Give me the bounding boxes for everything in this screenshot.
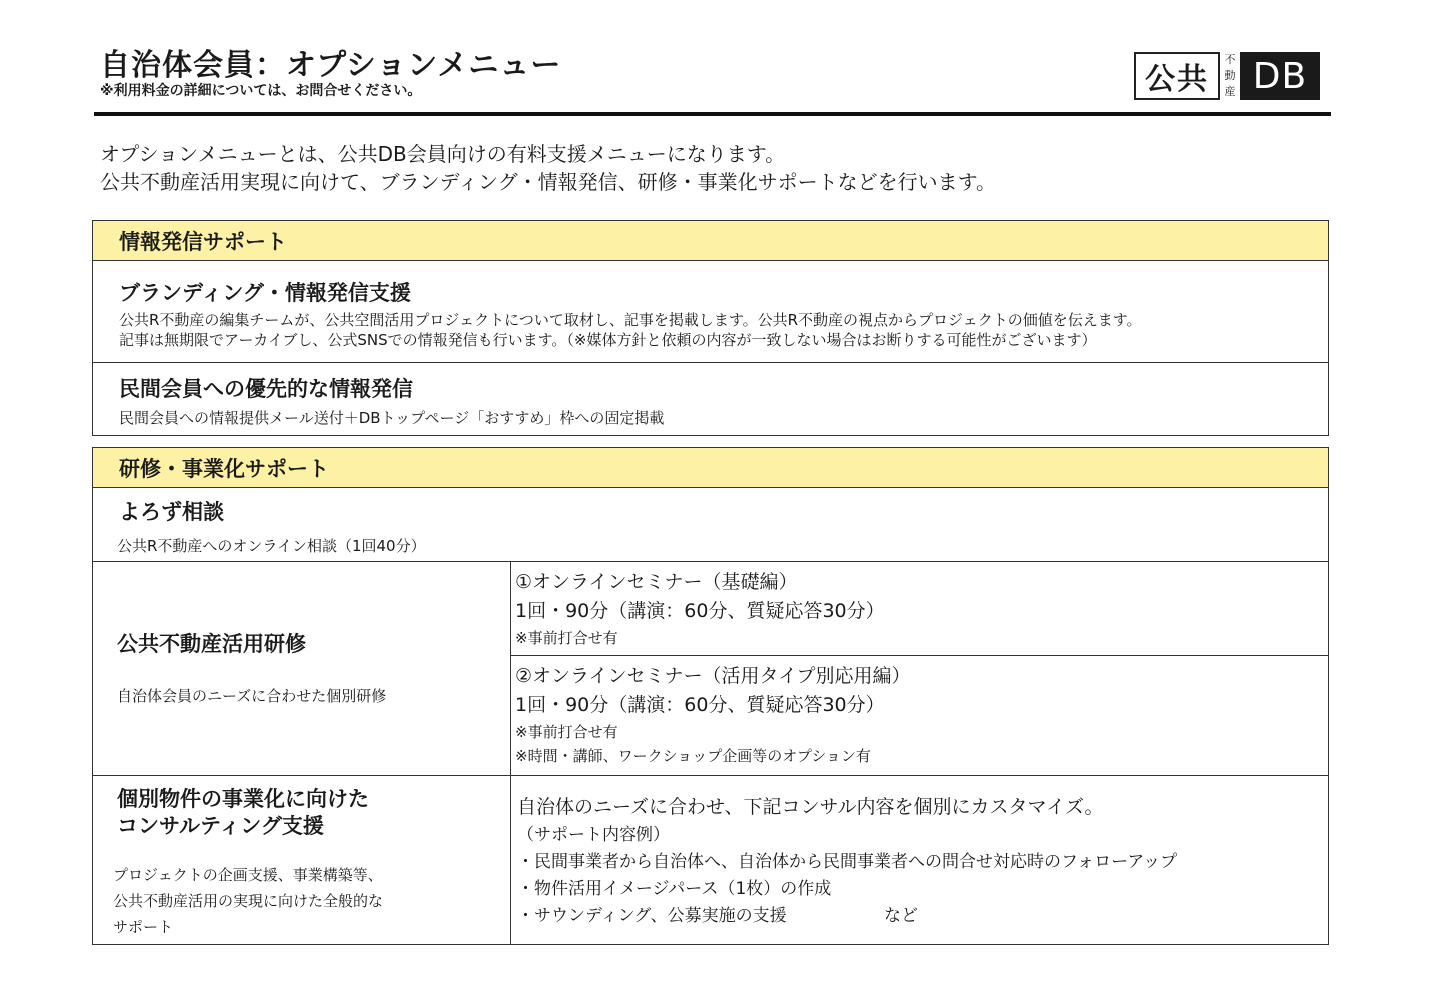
consulting-example: ・物件活用イメージパース（1枚）の作成 <box>517 879 832 899</box>
logo-vertical-text <box>1222 52 1238 100</box>
header-divider <box>94 112 1331 116</box>
consulting-etc: など <box>884 906 919 926</box>
logo-right-text: DB <box>1240 52 1320 100</box>
section-training-support <box>92 447 1329 945</box>
seminar-note: ※事前打合せ有 <box>515 723 618 741</box>
intro-line: オプションメニューとは、公共DB会員向けの有料支援メニューになります。 <box>100 142 786 166</box>
menu-item-title: よろず相談 <box>119 500 224 524</box>
menu-item-desc: 公共R不動産へのオンライン相談（1回40分） <box>117 537 426 555</box>
page-subtitle: ※利用料金の詳細については、お問合せください。 <box>100 83 422 99</box>
logo-left-text: 公共 <box>1134 52 1220 100</box>
menu-item-desc: 自治体会員のニーズに合わせた個別研修 <box>117 687 387 705</box>
seminar-name: ①オンラインセミナー（基礎編） <box>515 571 798 593</box>
menu-item-title-line: 個別物件の事業化に向けた <box>117 787 369 811</box>
training-seminars <box>511 562 1328 775</box>
menu-item-consulting <box>93 776 1328 944</box>
menu-item-desc-line: サポート <box>113 918 174 936</box>
section-heading: 情報発信サポート <box>93 221 1328 261</box>
menu-item-title: 公共不動産活用研修 <box>117 632 306 656</box>
consulting-example-last <box>517 903 1328 930</box>
seminar-note: ※事前打合せ有 <box>515 629 618 647</box>
seminar-applied <box>511 656 1328 774</box>
menu-item-desc: 民間会員への情報提供メール送付＋DBトップページ「おすすめ」枠への固定掲載 <box>119 409 665 427</box>
training-summary <box>93 562 511 775</box>
menu-item-priority-info <box>93 363 1328 434</box>
menu-item-training <box>93 562 1328 776</box>
seminar-detail: 1回・90分（講演：60分、質疑応答30分） <box>515 600 885 622</box>
menu-item-desc <box>113 862 383 940</box>
logo-vertical-char: 動 <box>1224 69 1236 82</box>
menu-item-desc-line: プロジェクトの企画支援、事業構築等、 <box>113 866 383 884</box>
section-heading: 研修・事業化サポート <box>93 448 1328 488</box>
logo-vertical-char: 産 <box>1224 85 1236 98</box>
logo-vertical-char: 不 <box>1224 53 1236 66</box>
menu-item-desc: 公共R不動産の編集チームが、公共空間活用プロジェクトについて取材し、記事を掲載します。公共R不動産の視点からプロジェクトの価値を伝えます。 <box>119 311 1142 329</box>
menu-item-title <box>117 786 369 840</box>
seminar-detail: 1回・90分（講演：60分、質疑応答30分） <box>515 694 885 716</box>
menu-item-desc: 記事は無期限でアーカイブし、公式SNSでの情報発信も行います。（※媒体方針と依頼の内容が一致しない場合はお断りする可能性がございます） <box>119 331 1097 349</box>
seminar-note: ※時間・講師、ワークショップ企画等のオプション有 <box>515 747 871 765</box>
menu-item-title: 民間会員への優先的な情報発信 <box>119 377 413 401</box>
consulting-examples-label: （サポート内容例） <box>517 825 670 845</box>
consulting-lead: 自治体のニーズに合わせ、下記コンサル内容を個別にカスタマイズ。 <box>517 796 1104 818</box>
menu-item-consultation <box>93 488 1328 562</box>
menu-item-title: ブランディング・情報発信支援 <box>119 281 411 305</box>
consulting-details <box>511 776 1328 944</box>
consulting-example: ・サウンディング、公募実施の支援 <box>517 906 787 926</box>
section-info-support <box>92 220 1329 436</box>
intro-text <box>100 140 996 196</box>
menu-item-title-line: コンサルティング支援 <box>117 814 324 838</box>
seminar-basic <box>511 562 1328 656</box>
kokyo-db-logo <box>1134 52 1320 100</box>
menu-item-branding <box>93 261 1328 363</box>
menu-item-desc-line: 公共不動産活用の実現に向けた全般的な <box>113 892 384 910</box>
consulting-summary <box>93 776 511 944</box>
intro-line: 公共不動産活用実現に向けて、ブランディング・情報発信、研修・事業化サポートなどを行います。 <box>100 170 996 194</box>
seminar-name: ②オンラインセミナー（活用タイプ別応用編） <box>515 665 911 687</box>
consulting-example: ・民間事業者から自治体へ、自治体から民間事業者への問合せ対応時のフォローアップ <box>517 852 1178 872</box>
page-title: 自治体会員：オプションメニュー <box>100 48 562 83</box>
